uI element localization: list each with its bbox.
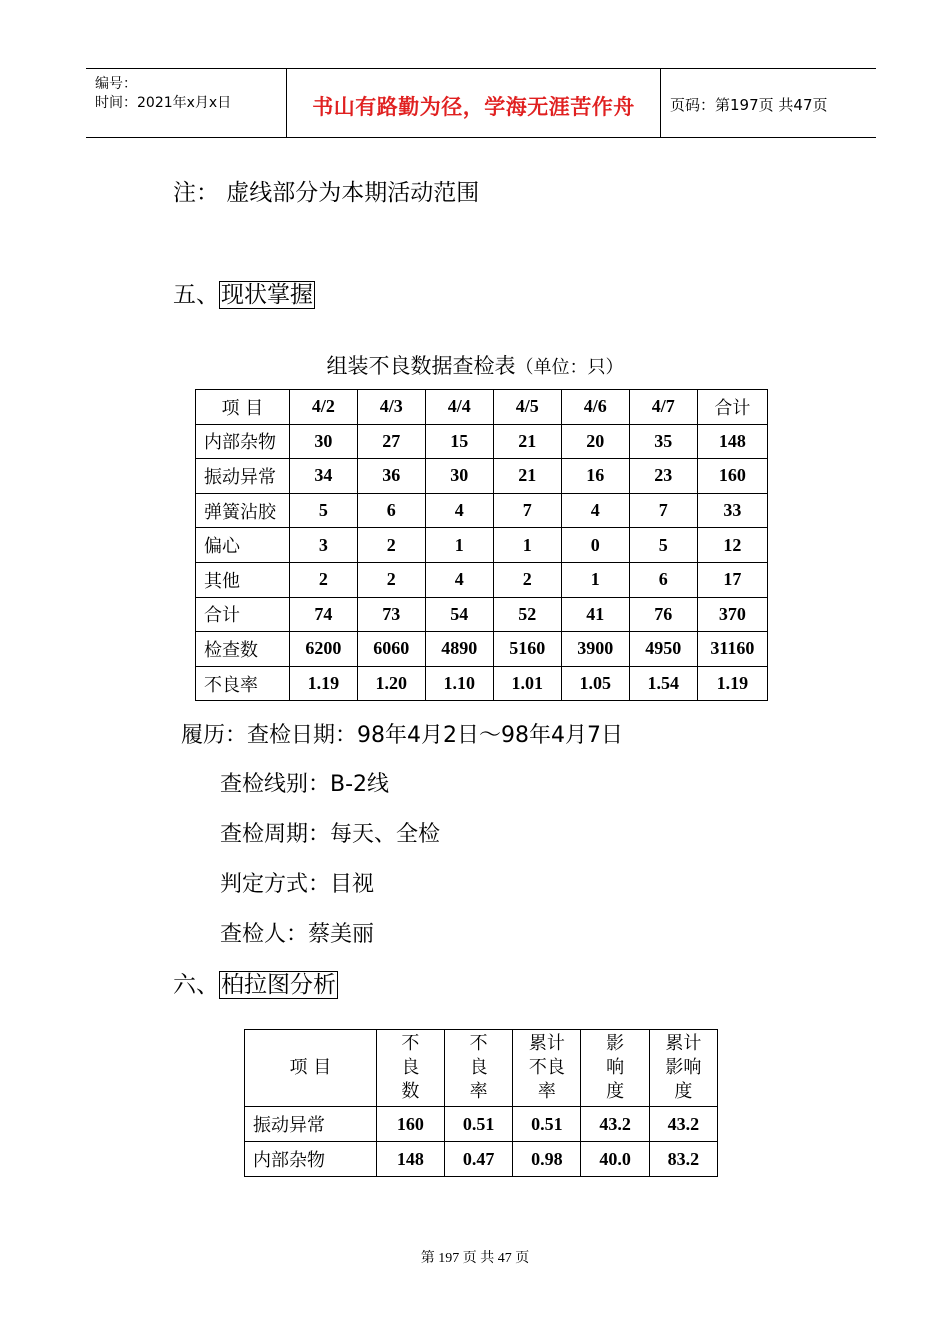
table-row bbox=[196, 562, 768, 597]
table-cell: 5 bbox=[289, 493, 357, 528]
table-header-row bbox=[245, 1030, 718, 1107]
history-line-4: 判定方式：目视 bbox=[220, 872, 375, 897]
header-cell: 4/6 bbox=[561, 390, 629, 425]
row-label: 振动异常 bbox=[245, 1107, 377, 1142]
header-item: 项 目 bbox=[245, 1030, 377, 1107]
table-cell: 0.98 bbox=[513, 1142, 581, 1177]
table-cell: 15 bbox=[425, 424, 493, 459]
table-cell: 148 bbox=[697, 424, 767, 459]
table1-unit: （单位：只） bbox=[515, 357, 624, 378]
table-cell: 5160 bbox=[493, 632, 561, 667]
header-cell-line: 累计 bbox=[528, 1033, 565, 1054]
table-cell: 1.20 bbox=[357, 666, 425, 701]
header-cell-line: 不 bbox=[401, 1033, 420, 1054]
table-cell: 0.51 bbox=[513, 1107, 581, 1142]
table-cell: 6 bbox=[629, 562, 697, 597]
header-cell-line: 影响 bbox=[665, 1057, 702, 1078]
table-cell: 76 bbox=[629, 597, 697, 632]
table-cell: 1 bbox=[561, 562, 629, 597]
table-row bbox=[196, 597, 768, 632]
table-cell: 73 bbox=[357, 597, 425, 632]
motto: 书山有路勤为径，学海无涯苦作舟 bbox=[312, 95, 635, 119]
header-cell bbox=[513, 1030, 581, 1107]
table-cell: 0 bbox=[561, 528, 629, 563]
table-cell: 1.01 bbox=[493, 666, 561, 701]
table-cell: 4890 bbox=[425, 632, 493, 667]
page-code: 页码：第197页 共47页 bbox=[670, 96, 828, 114]
header-cell-line: 数 bbox=[401, 1081, 420, 1102]
table-row bbox=[245, 1107, 718, 1142]
table-cell: 4 bbox=[561, 493, 629, 528]
header-cell-line: 率 bbox=[469, 1081, 488, 1102]
header-meta bbox=[86, 69, 287, 137]
table-header-row bbox=[196, 390, 768, 425]
table-cell: 148 bbox=[376, 1142, 444, 1177]
table-cell: 30 bbox=[289, 424, 357, 459]
table-cell: 2 bbox=[357, 528, 425, 563]
table-cell: 1.19 bbox=[289, 666, 357, 701]
table-cell: 2 bbox=[289, 562, 357, 597]
table-cell: 40.0 bbox=[581, 1142, 649, 1177]
table-row bbox=[196, 493, 768, 528]
table-cell: 27 bbox=[357, 424, 425, 459]
table-cell: 6060 bbox=[357, 632, 425, 667]
table-cell: 7 bbox=[493, 493, 561, 528]
header-cell-line: 度 bbox=[606, 1081, 625, 1102]
table-cell: 5 bbox=[629, 528, 697, 563]
section-5-heading bbox=[173, 276, 315, 309]
table-cell: 3 bbox=[289, 528, 357, 563]
header-cell bbox=[649, 1030, 717, 1107]
history-line-3: 查检周期：每天、全检 bbox=[220, 822, 441, 847]
section-6-heading bbox=[173, 966, 338, 999]
table-cell: 2 bbox=[357, 562, 425, 597]
table-cell: 2 bbox=[493, 562, 561, 597]
table-cell: 12 bbox=[697, 528, 767, 563]
table-cell: 35 bbox=[629, 424, 697, 459]
table-cell: 21 bbox=[493, 424, 561, 459]
time-label: 时间：2021年x月x日 bbox=[95, 95, 232, 111]
table-cell: 0.47 bbox=[444, 1142, 512, 1177]
table-cell: 54 bbox=[425, 597, 493, 632]
table-cell: 1.19 bbox=[697, 666, 767, 701]
table-cell: 6 bbox=[357, 493, 425, 528]
header-item: 项 目 bbox=[196, 390, 290, 425]
header-cell: 4/2 bbox=[289, 390, 357, 425]
table-cell: 1.10 bbox=[425, 666, 493, 701]
header-page-cell bbox=[661, 69, 876, 137]
table-cell: 4 bbox=[425, 493, 493, 528]
table-cell: 30 bbox=[425, 459, 493, 494]
header-cell-line: 影 bbox=[606, 1033, 625, 1054]
table-row bbox=[196, 666, 768, 701]
page-footer: 第 197 页 共 47 页 bbox=[420, 1251, 530, 1266]
table-cell: 43.2 bbox=[649, 1107, 717, 1142]
table-cell: 7 bbox=[629, 493, 697, 528]
table-cell: 0.51 bbox=[444, 1107, 512, 1142]
history-line-1: 履历：查检日期：98年4月2日～98年4月7日 bbox=[181, 723, 623, 748]
section-6-prefix: 六、 bbox=[173, 972, 219, 998]
table-cell: 83.2 bbox=[649, 1142, 717, 1177]
header-cell: 4/7 bbox=[629, 390, 697, 425]
table-cell: 4 bbox=[425, 562, 493, 597]
table1-title bbox=[0, 350, 950, 380]
row-label: 弹簧沾胶 bbox=[196, 493, 290, 528]
table-cell: 1.54 bbox=[629, 666, 697, 701]
table-cell: 33 bbox=[697, 493, 767, 528]
page-header bbox=[86, 68, 876, 138]
table-row bbox=[196, 632, 768, 667]
row-label: 内部杂物 bbox=[196, 424, 290, 459]
table-cell: 43.2 bbox=[581, 1107, 649, 1142]
header-cell-line: 不 bbox=[469, 1033, 488, 1054]
header-cell-line: 不良 bbox=[528, 1057, 565, 1078]
table-cell: 17 bbox=[697, 562, 767, 597]
header-cell-line: 良 bbox=[469, 1057, 488, 1078]
table-cell: 34 bbox=[289, 459, 357, 494]
header-cell-line: 良 bbox=[401, 1057, 420, 1078]
serial-label: 编号： bbox=[95, 76, 137, 92]
row-label: 合计 bbox=[196, 597, 290, 632]
table-cell: 6200 bbox=[289, 632, 357, 667]
table-row bbox=[245, 1142, 718, 1177]
section-5-title: 现状掌握 bbox=[221, 282, 313, 308]
table-cell: 31160 bbox=[697, 632, 767, 667]
header-cell bbox=[444, 1030, 512, 1107]
row-label: 其他 bbox=[196, 562, 290, 597]
header-cell-line: 累计 bbox=[665, 1033, 702, 1054]
section-6-title: 柏拉图分析 bbox=[221, 972, 336, 998]
header-motto-cell bbox=[287, 69, 661, 137]
table-cell: 3900 bbox=[561, 632, 629, 667]
header-cell bbox=[581, 1030, 649, 1107]
table-cell: 74 bbox=[289, 597, 357, 632]
header-cell: 4/4 bbox=[425, 390, 493, 425]
inspection-table bbox=[195, 389, 768, 701]
header-cell: 4/5 bbox=[493, 390, 561, 425]
row-label: 振动异常 bbox=[196, 459, 290, 494]
table-cell: 1 bbox=[425, 528, 493, 563]
header-cell-line: 率 bbox=[537, 1081, 556, 1102]
history-line-2: 查检线别：B-2线 bbox=[220, 772, 390, 797]
header-cell-line: 度 bbox=[674, 1081, 693, 1102]
header-cell-line: 响 bbox=[606, 1057, 625, 1078]
table-cell: 23 bbox=[629, 459, 697, 494]
table1-title-text: 组装不良数据查检表 bbox=[326, 354, 516, 378]
table-cell: 370 bbox=[697, 597, 767, 632]
header-cell bbox=[376, 1030, 444, 1107]
table-row bbox=[196, 424, 768, 459]
table-cell: 160 bbox=[697, 459, 767, 494]
table-cell: 1 bbox=[493, 528, 561, 563]
history-line-5: 查检人：蔡美丽 bbox=[220, 922, 375, 947]
note-text: 注： 虚线部分为本期活动范围 bbox=[173, 180, 480, 206]
table-cell: 21 bbox=[493, 459, 561, 494]
table-cell: 160 bbox=[376, 1107, 444, 1142]
row-label: 检查数 bbox=[196, 632, 290, 667]
pareto-table bbox=[244, 1029, 718, 1177]
table-row bbox=[196, 528, 768, 563]
header-cell: 合计 bbox=[697, 390, 767, 425]
table-cell: 4950 bbox=[629, 632, 697, 667]
table-cell: 52 bbox=[493, 597, 561, 632]
table-cell: 16 bbox=[561, 459, 629, 494]
table-cell: 20 bbox=[561, 424, 629, 459]
row-label: 内部杂物 bbox=[245, 1142, 377, 1177]
table-cell: 36 bbox=[357, 459, 425, 494]
table-cell: 41 bbox=[561, 597, 629, 632]
table-cell: 1.05 bbox=[561, 666, 629, 701]
table-row bbox=[196, 459, 768, 494]
row-label: 不良率 bbox=[196, 666, 290, 701]
row-label: 偏心 bbox=[196, 528, 290, 563]
header-cell: 4/3 bbox=[357, 390, 425, 425]
section-5-prefix: 五、 bbox=[173, 282, 219, 308]
